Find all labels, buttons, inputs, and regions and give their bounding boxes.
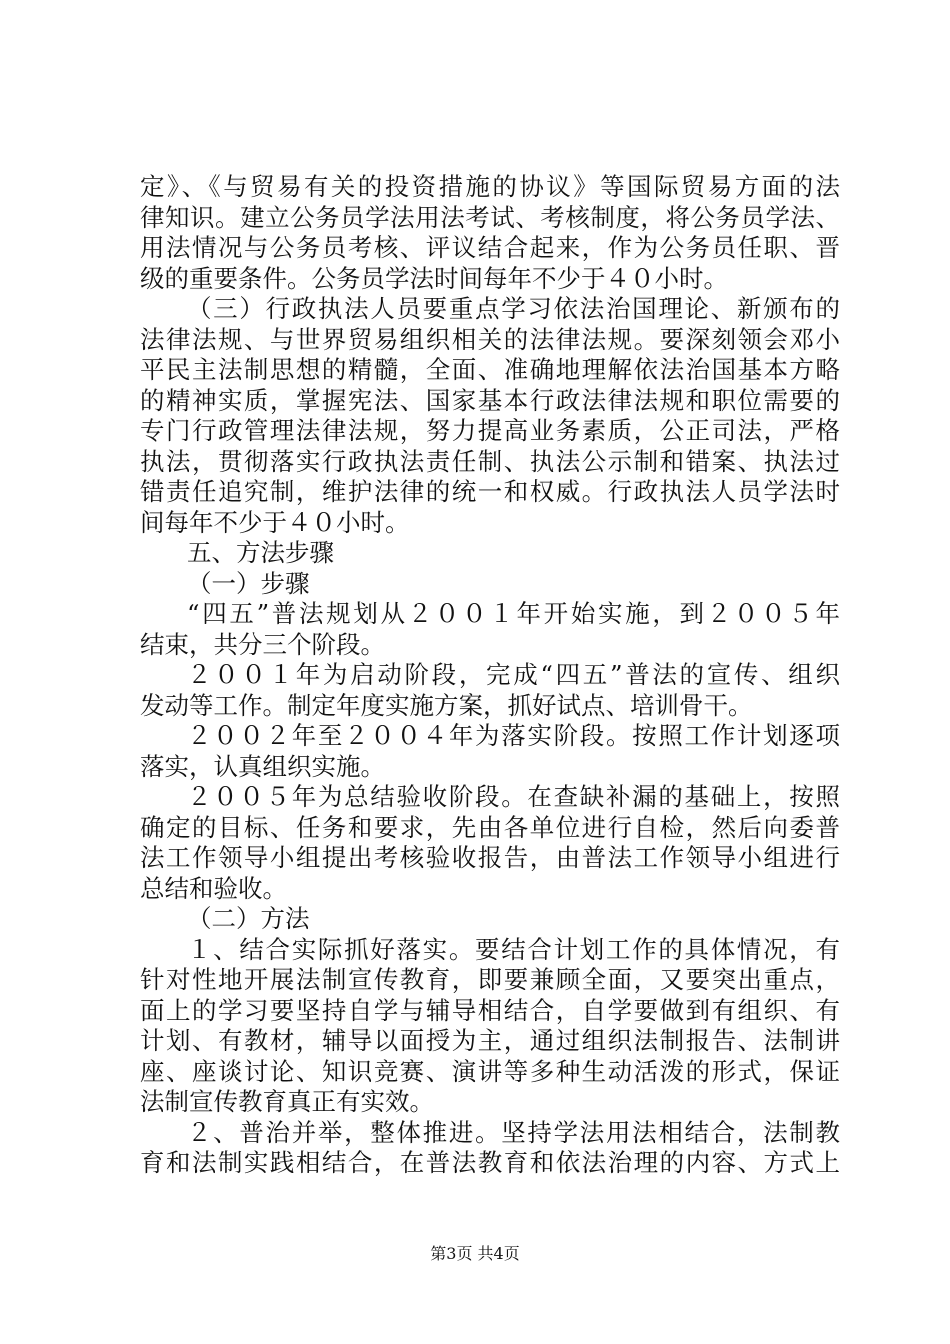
text-line: （三）行政执法人员要重点学习依法治国理论、新颁布的: [187, 294, 840, 323]
text-line: 法制宣传教育真正有实效。: [140, 1087, 434, 1116]
text-line: 的精神实质，掌握宪法、国家基本行政法律法规和职位需要的: [140, 385, 840, 415]
text-line: 平民主法制思想的精髓，全面、准确地理解依法治国基本方略: [140, 355, 840, 384]
text-line: 发动等工作。制定年度实施方案，抓好试点、培训骨干。: [140, 690, 753, 720]
text-line: 面上的学习要坚持自学与辅导相结合，自学要做到有组织、有: [140, 995, 840, 1025]
text-line: （二）方法: [187, 904, 310, 933]
text-line: 执法，贯彻落实行政执法责任制、执法公示制和错案、执法过: [140, 446, 840, 476]
text-line: 落实，认真组织实施。: [140, 751, 385, 781]
page-footer: 第3页 共4页: [430, 1244, 520, 1263]
text-line: 结束，共分三个阶段。: [140, 629, 385, 659]
text-line: 律知识。建立公务员学法用法考试、考核制度，将公务员学法、: [140, 202, 840, 232]
text-line: 定》、《与贸易有关的投资措施的协议》等国际贸易方面的法: [140, 172, 840, 201]
text-line: 级的重要条件。公务员学法时间每年不少于４０小时。: [140, 263, 728, 293]
text-line: （一）步骤: [187, 568, 310, 598]
text-line: 错责任追究制，维护法律的统一和权威。行政执法人员学法时: [140, 477, 840, 506]
text-line: 针对性地开展法制宣传教育，即要兼顾全面，又要突出重点，: [140, 965, 840, 994]
text-line: 法工作领导小组提出考核验收报告，由普法工作领导小组进行: [140, 843, 840, 872]
text-line: 法律法规、与世界贸易组织相关的法律法规。要深刻领会邓小: [140, 324, 840, 354]
text-line: 育和法制实践相结合，在普法教育和依法治理的内容、方式上: [140, 1148, 840, 1177]
text-line: 间每年不少于４０小时。: [140, 507, 410, 537]
text-line: 五、方法步骤: [187, 538, 334, 567]
text-line: 专门行政管理法律法规，努力提高业务素质，公正司法，严格: [140, 416, 840, 445]
text-line: ２、普治并举，整体推进。坚持学法用法相结合，法制教: [187, 1117, 840, 1147]
text-line: 计划、有教材，辅导以面授为主，通过组织法制报告、法制讲: [140, 1026, 840, 1055]
text-line: “四五”普法规划从２００１年开始实施，到２００５年: [187, 599, 840, 628]
text-line: 座、座谈讨论、知识竞赛、演讲等多种生动活泼的形式，保证: [140, 1056, 840, 1086]
text-line: ２００１年为启动阶段，完成“四五”普法的宣传、组织: [187, 660, 840, 689]
text-line: ２００５年为总结验收阶段。在查缺补漏的基础上，按照: [187, 782, 840, 811]
text-line: 确定的目标、任务和要求，先由各单位进行自检，然后向委普: [140, 812, 840, 842]
text-line: ２００２年至２００４年为落实阶段。按照工作计划逐项: [187, 721, 840, 750]
document-body: [140, 172, 840, 1179]
text-line: 总结和验收。: [140, 873, 287, 903]
text-line: １、结合实际抓好落实。要结合计划工作的具体情况，有: [187, 934, 840, 964]
text-line: 用法情况与公务员考核、评议结合起来，作为公务员任职、晋: [140, 233, 840, 262]
